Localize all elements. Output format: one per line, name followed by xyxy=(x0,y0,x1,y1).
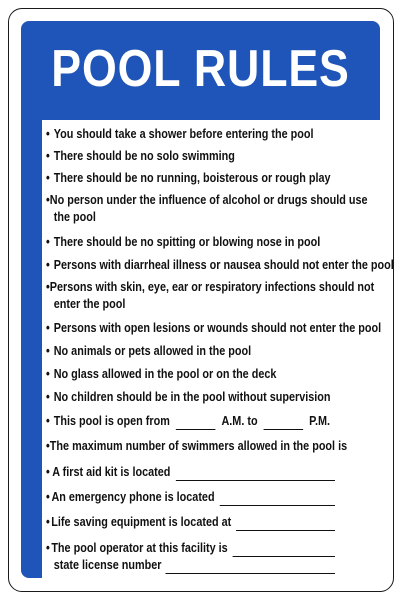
bullet: • xyxy=(46,149,50,163)
bullet: • xyxy=(46,439,50,453)
rule-no-animals xyxy=(46,343,335,360)
rule-text-pm: P.M. xyxy=(309,414,331,428)
rule-no-spitting xyxy=(46,234,335,251)
rule-text: This pool is open from xyxy=(53,414,170,428)
bullet: • xyxy=(46,127,50,141)
rule-infections xyxy=(46,279,375,313)
bullet: • xyxy=(46,390,50,404)
rule-no-glass xyxy=(46,366,335,383)
rule-text: Persons with diarrheal illness or nausea should not enter the pool xyxy=(53,258,394,272)
license-number-blank xyxy=(166,560,335,574)
rule-text: The maximum number of swimmers allowed in the pool is xyxy=(49,439,348,453)
rule-text-continued: the pool xyxy=(53,210,96,224)
rule-life-saving xyxy=(46,514,335,531)
rule-text: An emergency phone is located xyxy=(51,490,215,504)
rule-text: A first aid kit is located xyxy=(52,465,171,479)
rule-text: No person under the influence of alcohol or drugs should use xyxy=(49,193,368,207)
rule-text: There should be no running, boisterous or rough play xyxy=(53,171,331,185)
close-time-blank xyxy=(264,416,304,430)
rule-text: Life saving equipment is located at xyxy=(51,515,232,529)
rule-lesions xyxy=(46,320,382,337)
rule-text: There should be no spitting or blowing nose in pool xyxy=(53,235,321,249)
rule-max-swimmers xyxy=(46,438,348,455)
rule-first-aid xyxy=(46,464,335,481)
bullet: • xyxy=(46,258,50,272)
rule-text: Persons with open lesions or wounds should not enter the pool xyxy=(53,321,382,335)
rule-open-hours xyxy=(46,413,335,430)
rule-text: No glass allowed in the pool or on the deck xyxy=(53,367,277,381)
bullet: • xyxy=(46,541,50,555)
rule-text: There should be no solo swimming xyxy=(53,149,235,163)
bullet: • xyxy=(46,465,50,479)
bullet: • xyxy=(46,490,50,504)
rule-alcohol xyxy=(46,192,368,226)
life-saving-blank xyxy=(236,517,335,531)
rule-diarrheal xyxy=(46,257,394,274)
operator-name-blank xyxy=(233,543,335,557)
bullet: • xyxy=(46,235,50,249)
rule-text: No animals or pets allowed in the pool xyxy=(53,344,252,358)
bullet: • xyxy=(46,414,50,428)
rule-shower xyxy=(46,126,335,143)
bullet: • xyxy=(46,171,50,185)
rule-pool-operator xyxy=(46,540,335,574)
bullet: • xyxy=(46,321,50,335)
rules-panel xyxy=(42,120,394,582)
rule-no-running xyxy=(46,170,335,187)
rule-supervision xyxy=(46,389,335,406)
rule-no-solo xyxy=(46,148,335,165)
bullet: • xyxy=(46,367,50,381)
bullet: • xyxy=(46,344,50,358)
rule-emergency-phone xyxy=(46,489,335,506)
rule-text: No children should be in the pool without supervision xyxy=(53,390,331,404)
bullet: • xyxy=(46,515,50,529)
blue-panel xyxy=(21,21,394,578)
pool-rules-sign xyxy=(8,8,394,592)
rule-text-continued: enter the pool xyxy=(53,297,126,311)
bullet: • xyxy=(46,193,50,207)
emergency-phone-blank xyxy=(220,492,335,506)
sign-title: POOL RULES xyxy=(51,40,350,98)
open-time-blank xyxy=(176,416,216,430)
rule-text-continued: state license number xyxy=(53,558,162,572)
rule-text: Persons with skin, eye, ear or respiratory infections should not xyxy=(49,280,375,294)
rule-text-am: A.M. to xyxy=(221,414,258,428)
first-aid-blank xyxy=(176,467,335,481)
rule-text: You should take a shower before entering the pool xyxy=(53,127,314,141)
rule-text: The pool operator at this facility is xyxy=(51,541,228,555)
bullet: • xyxy=(46,280,50,294)
